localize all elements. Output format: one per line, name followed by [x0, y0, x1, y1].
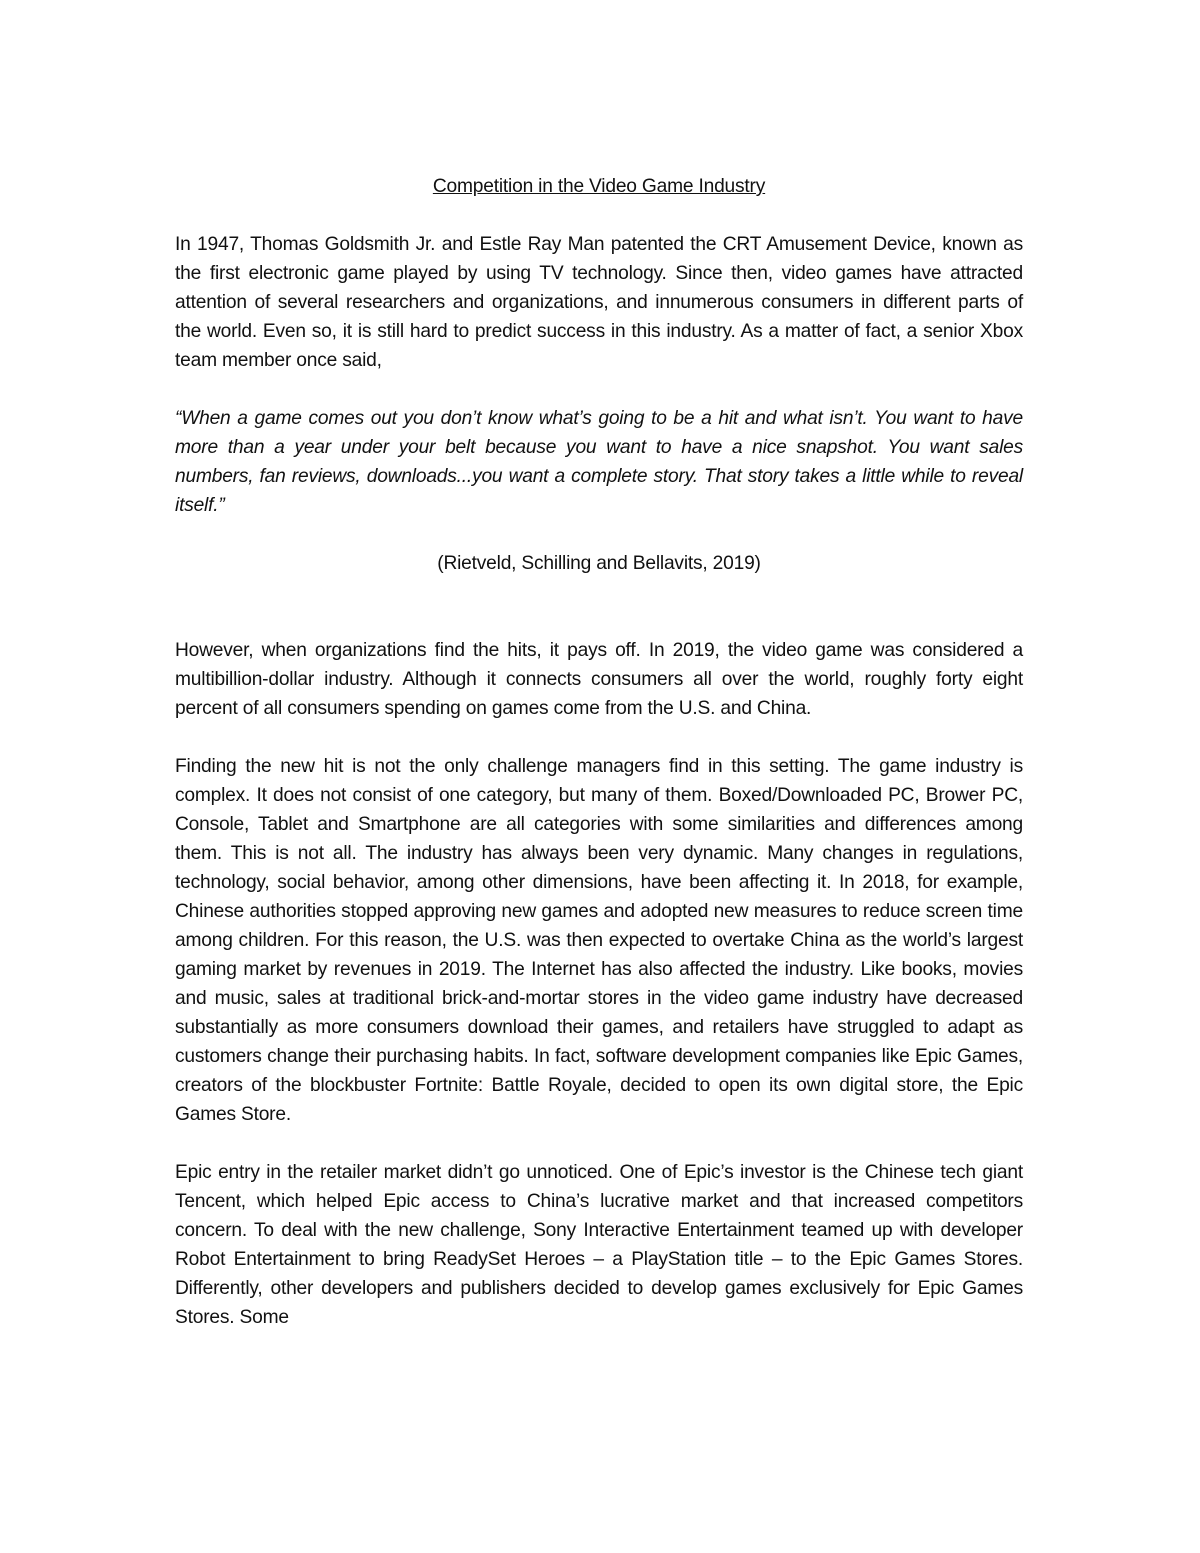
document-page	[175, 170, 1023, 1332]
spacer	[175, 201, 1023, 230]
paragraph-epic-entry: Epic entry in the retailer market didn’t go unnoticed. One of Epic’s investor is the Chinese tech giant Tencent, which helped Epic access to China’s lucrative market and that increased competitors concern. To deal with the new challenge, Sony Interactive Entertainment teamed up with developer Robot Entertainment to bring ReadySet Heroes – a PlayStation title – to the Epic Games Stores. Differently, other developers and publishers decided to develop games exclusively for Epic Games Stores. Some	[175, 1162, 1023, 1328]
spacer	[175, 723, 1023, 752]
spacer	[175, 578, 1023, 636]
paragraph-intro: In 1947, Thomas Goldsmith Jr. and Estle Ray Man patented the CRT Amusement Device, known as the first electronic game played by using TV technology. Since then, video games have attracted attention of several researchers and organizations, and innumerous consumers in different parts of the world. Even so, it is still hard to predict success in this industry. As a matter of fact, a senior Xbox team member once said,	[175, 234, 1023, 371]
quote-citation: (Rietveld, Schilling and Bellavits, 2019)	[437, 553, 761, 574]
spacer	[175, 375, 1023, 404]
paragraph-challenges: Finding the new hit is not the only challenge managers find in this setting. The game industry is complex. It does not consist of one category, but many of them. Boxed/Downloaded PC, Brower PC, Console, Tablet and Smartphone are all categories with some similarities and differences among them. This is not all. The industry has always been very dynamic. Many changes in regulations, technology, social behavior, among other dimensions, have been affecting it. In 2018, for example, Chinese authorities stopped approving new games and adopted new measures to reduce screen time among children. For this reason, the U.S. was then expected to overtake China as the world’s largest gaming market by revenues in 2019. The Internet has also affected the industry. Like books, movies and music, sales at traditional brick-and-mortar stores in the video game industry have decreased substantially as more consumers download their games, and retailers have struggled to adapt as customers change their purchasing habits. In fact, software development companies like Epic Games, creators of the blockbuster Fortnite: Battle Royale, decided to open its own digital store, the Epic Games Store.	[175, 756, 1023, 1125]
spacer	[175, 1129, 1023, 1158]
block-quote: “When a game comes out you don’t know what’s going to be a hit and what isn’t. You want to have more than a year under your belt because you want to have a nice snapshot. You want sales numbers, fan reviews, downloads...you want a complete story. That story takes a little while to reveal itself.”	[175, 408, 1023, 516]
document-title: Competition in the Video Game Industry	[432, 176, 766, 197]
spacer	[175, 520, 1023, 549]
paragraph-market: However, when organizations find the hits, it pays off. In 2019, the video game was considered a multibillion-dollar industry. Although it connects consumers all over the world, roughly forty eight percent of all consumers spending on games come from the U.S. and China.	[175, 640, 1023, 719]
